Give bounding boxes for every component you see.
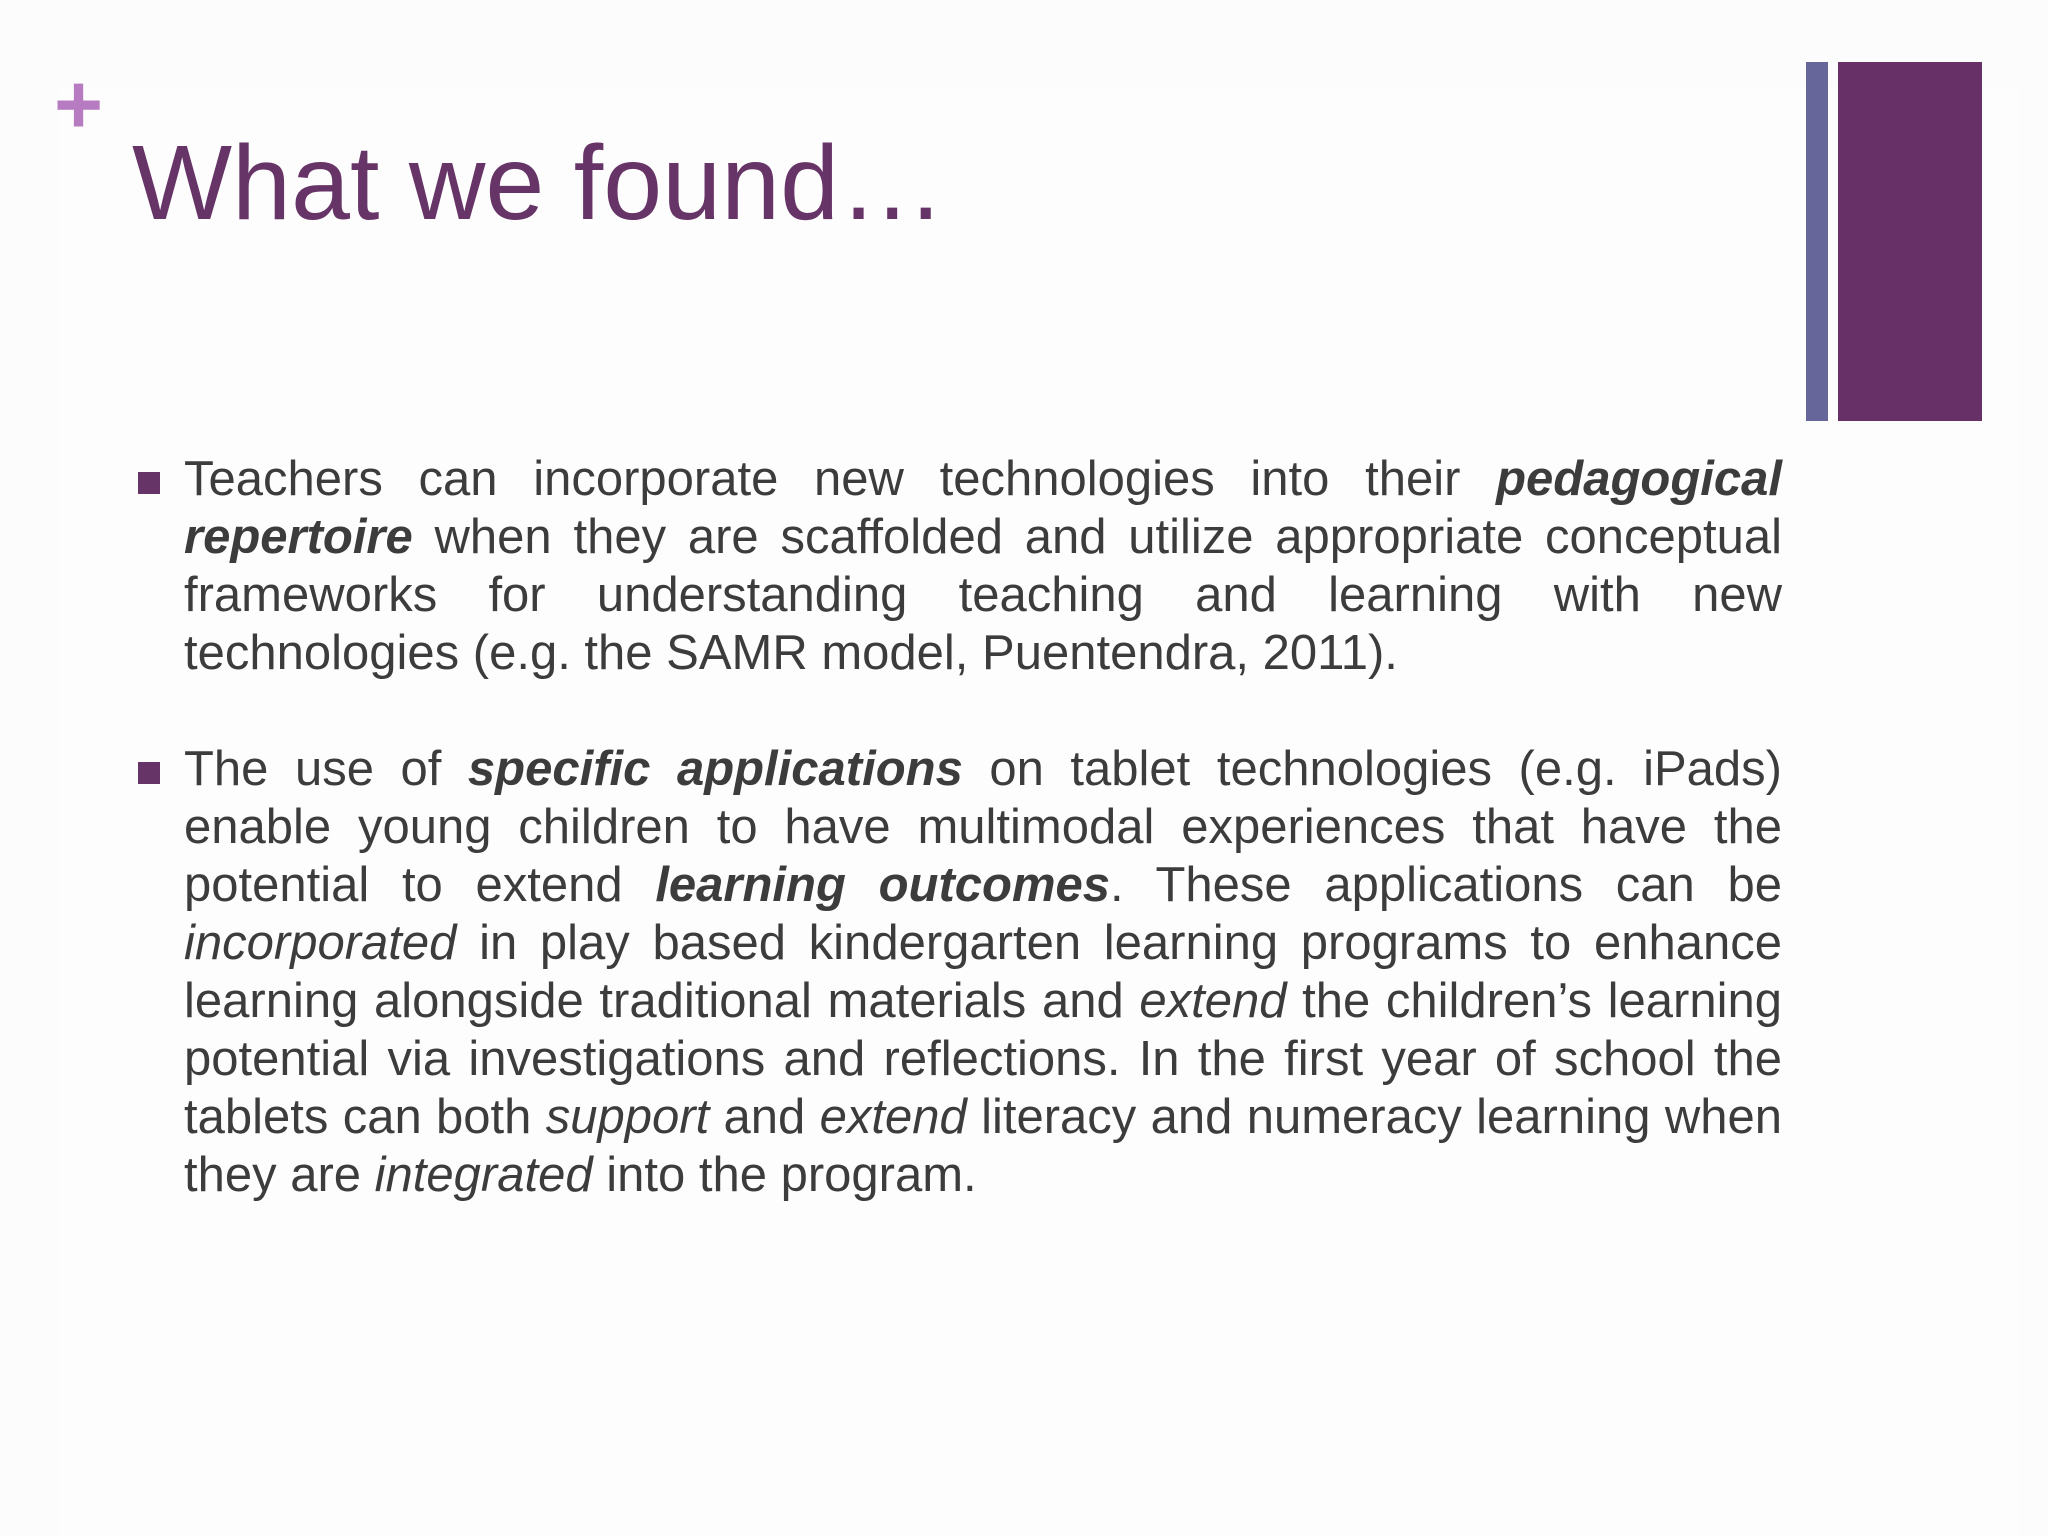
accent-bar-thin (1806, 62, 1828, 421)
emphasis-italic: extend (1139, 974, 1287, 1028)
text-segment: . These applications can be (1110, 858, 1782, 912)
bullet-item (132, 450, 1782, 682)
square-bullet-icon (138, 472, 160, 494)
square-bullet-icon (138, 762, 160, 784)
emphasis-italic: support (545, 1090, 710, 1144)
bullet-text (184, 740, 1782, 1204)
emphasis-italic: integrated (374, 1148, 593, 1202)
text-segment: in play based kindergarten learning programs to enhance learning alongside traditional materials and (184, 916, 1782, 1028)
bullet-list (132, 450, 1782, 1262)
emphasis-bold-italic: specific applications (467, 742, 963, 796)
text-segment: on tablet technologies (e.g. iPads) enable young children to have multimodal experiences that have the potential to extend (184, 742, 1782, 912)
text-segment: into the program. (592, 1148, 977, 1202)
plus-icon: + (54, 57, 104, 151)
bullet-text (184, 450, 1782, 682)
emphasis-italic: incorporated (184, 916, 457, 970)
emphasis-bold-italic: pedagogical repertoire (184, 452, 1782, 564)
bullet-item (132, 740, 1782, 1204)
text-segment: literacy and numeracy learning when they are (184, 1090, 1782, 1202)
accent-bar-thick (1838, 62, 1982, 421)
text-segment: the children’s learning potential via investigations and reflections. In the first year of school the tablets can both (184, 974, 1782, 1144)
text-segment: and (709, 1090, 820, 1144)
emphasis-italic: extend (819, 1090, 967, 1144)
text-segment: when they are scaffolded and utilize appropriate conceptual frameworks for understanding teaching and learning with new technologies (e.g. the SAMR model, Puentendra, 2011). (184, 510, 1782, 680)
emphasis-bold-italic: learning outcomes (655, 858, 1111, 912)
text-segment: Teachers can incorporate new technologies into their (184, 452, 1497, 506)
slide-title: What we found… (132, 124, 946, 242)
text-segment: The use of (184, 742, 468, 796)
